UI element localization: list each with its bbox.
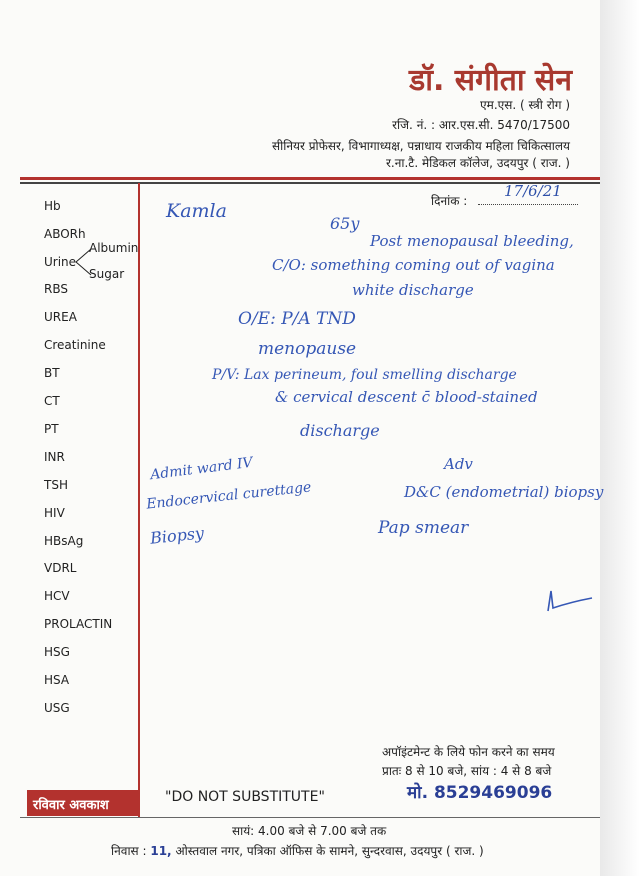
test-item: TSH bbox=[44, 478, 68, 492]
note-plan: Pap smear bbox=[378, 518, 469, 538]
date-label: दिनांक : bbox=[431, 194, 468, 208]
appointment-note: अपॉइंटमेन्ट के लिये फोन करने का समय bbox=[382, 745, 555, 759]
test-item: USG bbox=[44, 701, 70, 715]
patient-name: Kamla bbox=[166, 200, 227, 222]
note-complaint: Post menopausal bleeding, bbox=[370, 232, 574, 250]
footer-divider bbox=[20, 817, 600, 818]
residence-address bbox=[111, 842, 484, 859]
note-examination: O/E: P/A TND bbox=[238, 309, 356, 329]
test-item: Hb bbox=[44, 199, 61, 213]
registration-number: रजि. नं. : आर.एस.सी. 5470/17500 bbox=[392, 118, 570, 132]
test-item: RBS bbox=[44, 282, 68, 296]
do-not-substitute: "DO NOT SUBSTITUTE" bbox=[165, 789, 325, 805]
test-item: UREA bbox=[44, 310, 77, 324]
scan-margin bbox=[600, 0, 640, 876]
test-item: PT bbox=[44, 422, 59, 436]
date-underline bbox=[478, 204, 578, 205]
test-item: HSG bbox=[44, 645, 70, 659]
patient-age: 65y bbox=[330, 214, 360, 233]
note-plan: Adv bbox=[444, 455, 473, 473]
note-advice: Admit ward IV bbox=[149, 454, 254, 484]
note-examination: & cervical descent c̄ blood-stained bbox=[275, 388, 538, 406]
sunday-holiday-text: रविवार अवकाश bbox=[33, 798, 109, 813]
date-value: 17/6/21 bbox=[504, 182, 562, 200]
test-item: CT bbox=[44, 394, 60, 408]
urine-sugar: Sugar bbox=[89, 267, 125, 281]
address-number: 11, bbox=[150, 844, 172, 858]
tests-column-divider bbox=[138, 183, 140, 818]
note-examination: menopause bbox=[258, 339, 357, 359]
doctor-designation: सीनियर प्रोफेसर, विभागाध्यक्ष, पन्नाधाय राजकीय महिला चिकित्सालय bbox=[272, 139, 570, 153]
urine-albumin: Albumin bbox=[89, 241, 139, 255]
appointment-timings: प्रातः 8 से 10 बजे, सांय : 4 से 8 बजे bbox=[382, 764, 552, 778]
note-complaint: C/O: something coming out of vagina bbox=[272, 256, 555, 274]
test-item: HIV bbox=[44, 506, 65, 520]
note-complaint: white discharge bbox=[352, 281, 474, 299]
address-text: ओस्तवाल नगर, पत्रिका ऑफिस के सामने, सुन्दरवास, उदयपुर ( राज. ) bbox=[175, 844, 484, 858]
test-item: BT bbox=[44, 366, 60, 380]
note-examination: discharge bbox=[300, 421, 380, 440]
note-plan: D&C (endometrial) biopsy bbox=[404, 483, 604, 501]
address-label: निवास : bbox=[111, 844, 147, 858]
test-item: HSA bbox=[44, 673, 70, 687]
test-item: INR bbox=[44, 450, 65, 464]
test-item: Creatinine bbox=[44, 338, 106, 352]
note-advice: Endocervical curettage bbox=[145, 479, 313, 513]
note-advice: Biopsy bbox=[149, 523, 205, 548]
phone-number: मो. 8529469096 bbox=[407, 783, 553, 803]
doctor-name: डॉ. संगीता सेन bbox=[409, 63, 572, 98]
doctor-degree: एम.एस. ( स्त्री रोग ) bbox=[480, 98, 570, 112]
college-name: र.ना.टै. मेडिकल कॉलेज, उदयपुर ( राज. ) bbox=[385, 156, 570, 170]
urine-label: Urine bbox=[44, 255, 77, 269]
signature-mark bbox=[540, 585, 600, 617]
test-item: PROLACTIN bbox=[44, 617, 113, 631]
test-item: VDRL bbox=[44, 561, 77, 575]
test-item: HBsAg bbox=[44, 534, 84, 548]
test-item: HCV bbox=[44, 589, 70, 603]
note-examination: P/V: Lax perineum, foul smelling discharge bbox=[212, 367, 517, 383]
header-divider-red bbox=[20, 177, 600, 180]
test-item: ABORh bbox=[44, 227, 86, 241]
evening-hours: सायं: 4.00 बजे से 7.00 बजे तक bbox=[232, 824, 387, 838]
